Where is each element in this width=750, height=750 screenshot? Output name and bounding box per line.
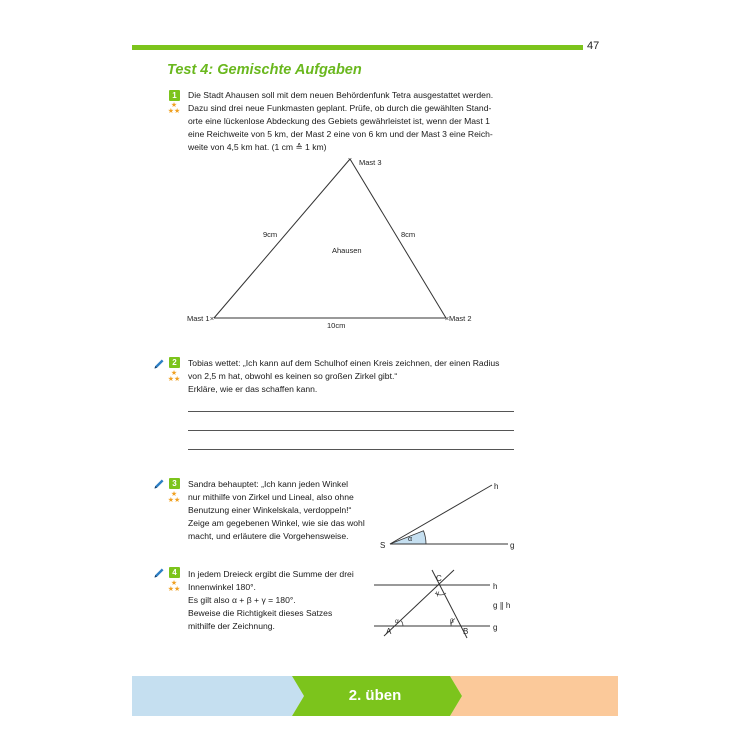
label-mast-3: Mast 3 [359, 158, 382, 167]
task-2-line: von 2,5 m hat, obwohl es keinen so großen Zirkel gibt.“ [188, 371, 398, 381]
task-1-line: Dazu sind drei neue Funkmasten geplant. Prüfe, ob durch die gewählten Stand- [188, 103, 492, 113]
label-mast-2: Mast 2 [449, 314, 472, 323]
label-alpha: α [395, 618, 399, 625]
label-side-bottom: 10cm [327, 321, 346, 330]
task-3-line: macht, und erläutere die Vorgehensweise. [188, 531, 349, 541]
task-4-line: Innenwinkel 180°. [188, 582, 256, 592]
task-3-line: Benutzung einer Winkelskala, verdoppeln!“ [188, 505, 352, 515]
label-vertex-c: C [436, 574, 442, 583]
label-town: Ahausen [332, 246, 362, 255]
label-ray-h: h [494, 482, 499, 491]
page-title: Test 4: Gemischte Aufgaben [167, 62, 362, 78]
task-1-difficulty-stars: ★ ★★ [167, 102, 181, 115]
task-3-line: nur mithilfe von Zirkel und Lineal, also ohne [188, 492, 354, 502]
label-line-h: h [493, 582, 498, 591]
footer-segment-right [450, 676, 618, 716]
footer-section-label: 2. üben [348, 687, 402, 704]
task-3-line: Zeige am gegebenen Winkel, wie sie das wohl [188, 518, 365, 528]
task-1-number: 1 [169, 90, 180, 101]
task-4-line: Beweise die Richtigkeit dieses Satzes [188, 608, 333, 618]
label-mast-1: Mast 1 [187, 314, 210, 323]
task-2-difficulty-stars: ★ ★★ [167, 370, 181, 383]
footer-segment-left [132, 676, 304, 716]
label-gamma: γ [436, 590, 440, 597]
label-vertex-s: S [380, 541, 386, 550]
label-side-right: 8cm [401, 230, 416, 239]
task-1-line: orte eine lückenlose Abdeckung des Gebiets gewährleistet ist, wenn der Mast 1 [188, 116, 490, 126]
label-parallel: g ∥ h [493, 601, 511, 610]
label-beta: β [450, 618, 454, 625]
label-line-g: g [493, 623, 498, 632]
task-1-line: weite von 4,5 km hat. (1 cm ≙ 1 km) [188, 142, 327, 152]
task-3-difficulty-stars: ★ ★★ [167, 491, 181, 504]
task-2-line: Tobias wettet: „Ich kann auf dem Schulhof einen Kreis zeichnen, der einen Radius [188, 358, 500, 368]
task-4-line: mithilfe der Zeichnung. [188, 621, 275, 631]
page-number: 47 [587, 40, 600, 52]
label-vertex-a: A [386, 627, 392, 636]
task-4-difficulty-stars: ★ ★★ [167, 580, 181, 593]
task-4-line: In jedem Dreieck ergibt die Summe der drei [188, 569, 354, 579]
task-1-line: eine Reichweite von 5 km, der Mast 2 eine von 6 km und der Mast 3 eine Reich- [188, 129, 493, 139]
task-4-number: 4 [169, 567, 180, 578]
task-2-number: 2 [169, 357, 180, 368]
arc-alpha [401, 621, 403, 626]
task-1-line: Die Stadt Ahausen soll mit dem neuen Behördenfunk Tetra ausgestattet werden. [188, 90, 494, 100]
mast-2-marker: × [444, 314, 450, 323]
task-3-line: Sandra behauptet: „Ich kann jeden Winkel [188, 479, 349, 489]
mast-3-marker: × [347, 155, 353, 164]
task-2-line: Erkläre, wie er das schaffen kann. [188, 384, 318, 394]
task-3-number: 3 [169, 478, 180, 489]
mast-1-marker: × [209, 314, 215, 323]
label-side-left: 9cm [263, 230, 278, 239]
label-angle-alpha: α [408, 536, 413, 543]
label-ray-g: g [510, 541, 515, 550]
task-4-line: Es gilt also α + β + γ = 180°. [188, 595, 296, 605]
label-vertex-b: B [463, 627, 469, 636]
